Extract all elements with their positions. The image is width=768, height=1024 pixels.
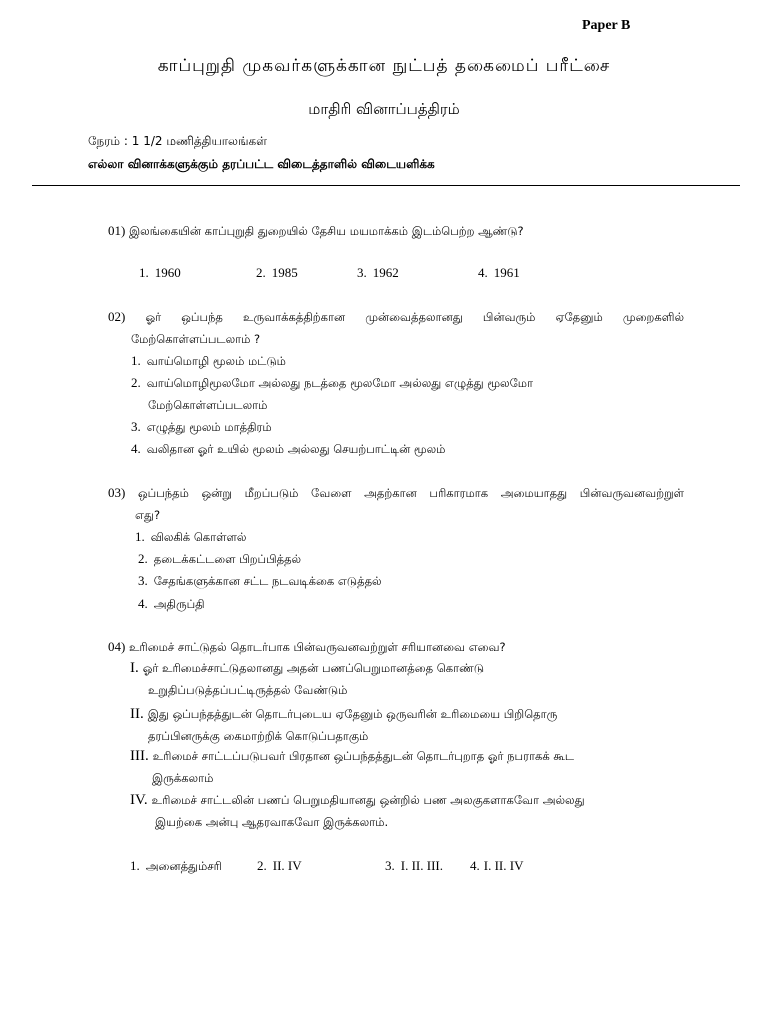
q2-option-3: 3. எழுத்து மூலம் மாத்திரம்: [131, 419, 272, 434]
q4-statement-4: IV. உரிமைச் சாட்டலின் பணப் பெறுமதியானது ஒன்றில் பண அலகுகளாகவோ அல்லது: [130, 792, 585, 808]
q1-option-3: 3. 1962: [357, 265, 399, 280]
exam-title: காப்புறுதி முகவர்களுக்கான நுட்பத் தகைமைப் பரீட்சை: [157, 56, 611, 76]
q4-answer-1: 1. அனைத்தும்சரி: [130, 858, 222, 873]
q4-statement-1: I. ஓர் உரிமைச்சாட்டுதலானது அதன் பணப்பெறுமானத்தை கொண்டு: [130, 660, 484, 676]
q4-statement-3-cont: இருக்கலாம்: [152, 771, 214, 785]
q3-option-1: 1. விலகிக் கொள்ளல்: [135, 529, 247, 544]
question-1: [108, 220, 688, 242]
question-text: இலங்கையின் காப்புறுதி துறையில் தேசிய மயமாக்கம் இடம்பெற்ற ஆண்டு?: [129, 224, 524, 238]
q1-option-1: 1. 1960: [139, 265, 181, 280]
exam-time: நேரம் : 1 1/2 மணித்தியாலங்கள்: [88, 134, 268, 148]
question-3-line2: எது?: [135, 508, 161, 522]
exam-instruction: எல்லா வினாக்களுக்கும் தரப்பட்ட விடைத்தாளில் விடையளிக்க: [88, 157, 435, 171]
q2-option-2: 2. வாய்மொழிமூலமோ அல்லது நடத்தை மூலமோ அல்லது எழுத்து மூலமோ: [131, 375, 534, 390]
q3-option-4: 4. அதிருப்தி: [138, 596, 205, 611]
q1-option-2: 2. 1985: [256, 265, 298, 280]
header-divider: [32, 185, 740, 186]
q1-option-4: 4. 1961: [478, 265, 520, 280]
question-number: 01): [108, 223, 126, 238]
q4-answer-4: 4. I. II. IV: [470, 858, 524, 873]
question-text: ஒப்பந்தம் ஒன்று மீறப்படும் வேளை அதற்கான பரிகாரமாக அமையாதது பின்வருவனவற்றுள்: [138, 486, 685, 500]
question-text: உரிமைச் சாட்டுதல் தொடர்பாக பின்வருவனவற்றுள் சரியானவை எவை?: [129, 640, 506, 654]
question-3: 03) ஒப்பந்தம் ஒன்று மீறப்படும் வேளை அதற்கான பரிகாரமாக அமையாதது பின்வருவனவற்றுள்: [108, 485, 685, 500]
q4-statement-3: III. உரிமைச் சாட்டப்படுபவர் பிரதான ஒப்பந்தத்துடன் தொடர்புறாத ஓர் நபராகக் கூட: [130, 748, 575, 764]
question-2-line2: மேற்கொள்ளப்படலாம் ?: [131, 332, 261, 346]
exam-subtitle: மாதிரி வினாப்பத்திரம்: [308, 100, 460, 118]
question-4: 04) உரிமைச் சாட்டுதல் தொடர்பாக பின்வருவனவற்றுள் சரியானவை எவை?: [108, 639, 506, 654]
question-text: ஓர் ஒப்பந்த உருவாக்கத்திற்கான முன்வைத்தலானது பின்வரும் ஏதேனும் முறைகளில்: [145, 310, 684, 324]
q3-option-2: 2. தடைக்கட்டளை பிறப்பித்தல்: [138, 551, 302, 566]
q3-option-3: 3. சேதங்களுக்கான சட்ட நடவடிக்கை எடுத்தல்: [138, 573, 382, 588]
paper-label: Paper B: [582, 18, 631, 33]
q4-answer-3: 3. I. II. III.: [385, 858, 443, 873]
q4-statement-2-cont: தரப்பினருக்கு கைமாற்றிக் கொடுப்பதாகும்: [148, 729, 369, 743]
q4-statement-1-cont: உறுதிப்படுத்தப்பட்டிருத்தல் வேண்டும்: [148, 683, 348, 697]
q4-statement-2: II. இது ஒப்பந்தத்துடன் தொடர்புடைய ஏதேனும் ஒருவரின் உரிமையை பிறிதொரு: [130, 706, 558, 722]
q2-option-2-cont: மேற்கொள்ளப்படலாம்: [148, 398, 268, 412]
q2-option-1: 1. வாய்மொழி மூலம் மட்டும்: [131, 353, 286, 368]
question-2: 02) ஓர் ஒப்பந்த உருவாக்கத்திற்கான முன்வைத்தலானது பின்வரும் ஏதேனும் முறைகளில்: [108, 309, 684, 324]
q4-answer-2: 2. II. IV: [257, 858, 302, 873]
q2-option-4: 4. வலிதான ஓர் உயில் மூலம் அல்லது செயற்பாட்டின் மூலம்: [131, 441, 446, 456]
q4-statement-4-cont: இயற்கை அன்பு ஆதரவாகவோ இருக்கலாம்.: [155, 815, 389, 829]
